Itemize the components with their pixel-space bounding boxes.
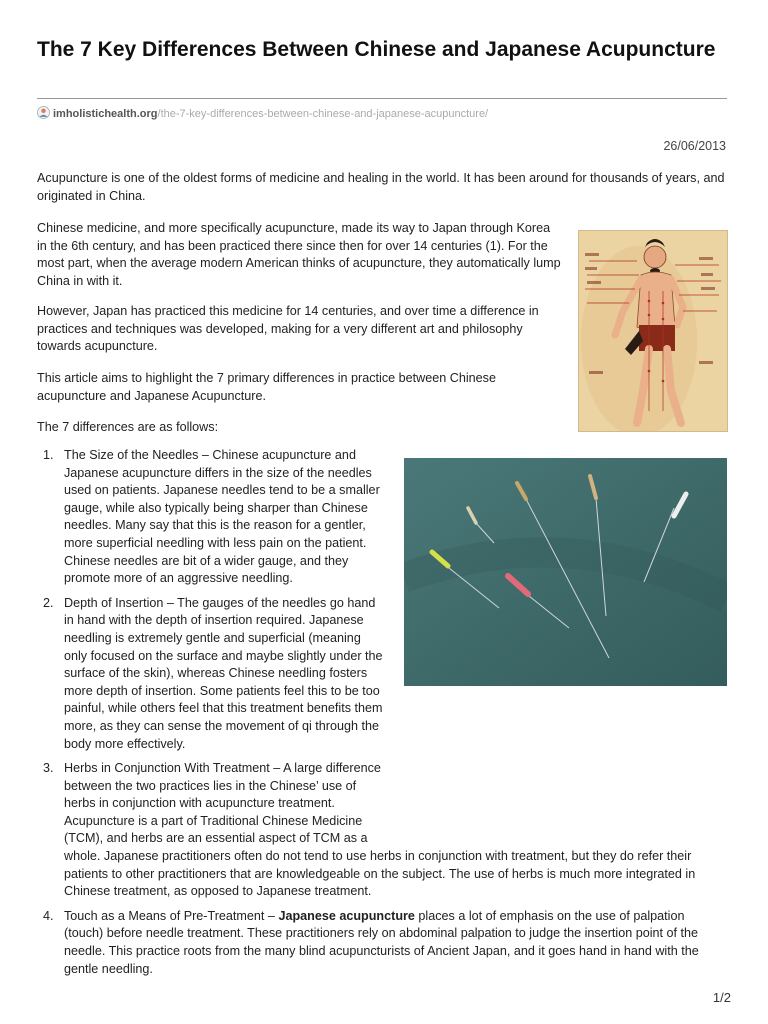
page-number: 1/2 <box>712 990 731 1005</box>
list-item-text: Herbs in Conjunction With Treatment – A large difference between the two practices lies in the Chinese’ use of herbs in conjunction with acupuncture treatment. Acupuncture is a part of Traditional Chinese Medicine (TCM), and herbs are an essential aspect of TCM as a whole. Japanese practitioners often do not tend to use herbs in conjunction with treatment, but they do refer their patients to other practitioners that are knowledgeable on the subject. The use of herbs is much more integrated in Chinese treatment, as opposed to Japanese treatment. <box>64 761 696 899</box>
acupuncture-figure-illustration <box>579 231 728 432</box>
source-line <box>37 106 488 122</box>
list-item-number: 4. <box>43 908 54 923</box>
list-item <box>37 595 727 753</box>
paragraph-history: Chinese medicine, and more specifically acupuncture, made its way to Japan through Korea in the 6th century, and has been practiced there since then for over 14 centuries (1). For the most part, when the average modern American thinks of acupuncture, they automatically lump China in with it. <box>37 221 561 288</box>
paragraph-aim: This article aims to highlight the 7 primary differences in practice between Chinese acupuncture and Japanese Acupuncture. <box>37 371 496 403</box>
acupuncture-chart-image <box>578 230 728 432</box>
title-divider <box>37 98 727 99</box>
source-domain[interactable]: imholistichealth.org <box>53 108 158 120</box>
list-item-text-after: places a lot of emphasis on the use of palpation (touch) before needle treatment. These practitioners rely on abdominal palpation to judge the insertion point of the needle. This practice roots from the many blind acupuncturists of Ancient Japan, and it goes hand in hand with the gentle needling. <box>64 908 699 976</box>
list-item-text: Depth of Insertion – The gauges of the needles go hand in hand with the depth of insertion required. Japanese needling is extremely gentle and superficial (meaning only focused on the surface and maybe slightly under the surface of the skin), whereas Chinese needling fosters more depth of insertion. Some patients feel this to be too painful, while others feel that this treatment benefits them more, as they can sense the movement of qi through the body more effectively. <box>64 595 383 751</box>
list-item-number: 3. <box>43 761 54 776</box>
article-title: The 7 Key Differences Between Chinese and Japanese Acupuncture <box>37 38 716 61</box>
paragraph-japan: However, Japan has practiced this medicine for 14 centuries, and over time a difference in practices and techniques was developed, making for a very different art and philosophy towards acupuncture. <box>37 304 539 354</box>
article-date: 26/06/2013 <box>663 139 726 153</box>
list-item <box>37 908 727 978</box>
list-item-number: 1. <box>43 448 54 462</box>
japanese-acupuncture-link[interactable]: Japanese acupuncture <box>278 908 415 923</box>
list-item <box>37 447 727 588</box>
site-favicon-icon <box>37 106 50 119</box>
list-item <box>37 760 727 901</box>
list-item-text: The Size of the Needles – Chinese acupuncture and Japanese acupuncture differs in the size of the needles used on patients. Japanese needles tend to be a smaller gauge, while also typically being sharper than Chinese needles. Many say that this is the reason for a gentler, more superficial needling with less pain on the patient. Chinese needles are bit of a wider gauge, and they promote more of an aggressive needling. <box>64 448 380 586</box>
paragraph-list-intro: The 7 differences are as follows: <box>37 420 219 434</box>
source-path[interactable]: /the-7-key-differences-between-chinese-and-japanese-acupuncture/ <box>157 108 489 120</box>
list-item-text-before: Touch as a Means of Pre-Treatment – <box>64 908 279 923</box>
paragraph-intro: Acupuncture is one of the oldest forms of medicine and healing in the world. It has been around for thousands of years, and originated in China. <box>37 171 725 203</box>
differences-list <box>37 447 727 985</box>
list-item-number: 2. <box>43 595 54 610</box>
